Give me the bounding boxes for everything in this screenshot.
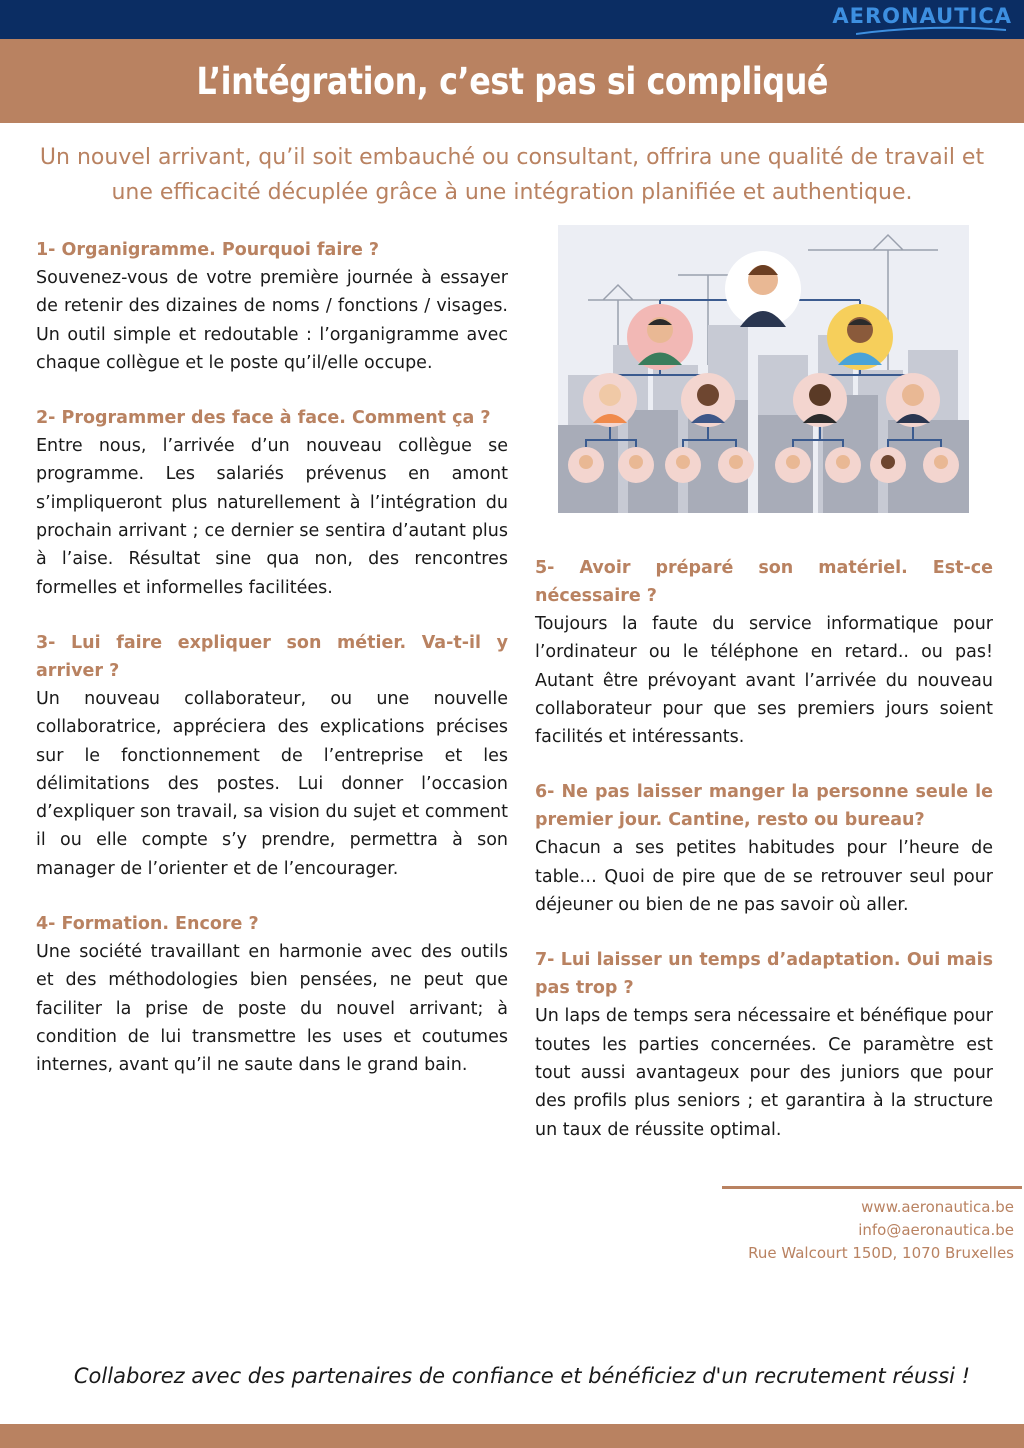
website-link[interactable]: www.aeronautica.be <box>861 1198 1014 1216</box>
section-1 <box>36 236 508 377</box>
right-column <box>535 554 993 1171</box>
section-body: Toujours la faute du service informatique pour l’ordinateur ou le téléphone en retard.. ou pas! Autant être prévoyant avant l’arrivée du nouveau collaborateur pour que ses premiers jours soient facilités et intéressants. <box>535 614 993 748</box>
top-bar <box>0 0 1024 39</box>
section-heading: 3- Lui faire expliquer son métier. Va-t-il y arriver ? <box>36 632 508 681</box>
section-heading: 4- Formation. Encore ? <box>36 914 259 935</box>
section-body: Une société travaillant en harmonie avec des outils et des méthodologies bien pensées, ne peut que faciliter la prise de poste du nouvel arrivant; à condition de lui transmettre les uses et coutumes internes, avant qu’il ne saute dans le grand bain. <box>36 942 508 1076</box>
email-link[interactable]: info@aeronautica.be <box>858 1221 1014 1239</box>
org-chart-illustration <box>558 225 969 513</box>
tagline: Collaborez avec des partenaires de confiance et bénéficiez d'un recrutement réussi ! <box>73 1364 971 1388</box>
logo-swoosh-icon <box>856 26 1006 36</box>
title-banner <box>0 39 1024 123</box>
section-body: Un laps de temps sera nécessaire et bénéfique pour toutes les parties concernées. Ce paramètre est tout aussi avantageux pour des juniors que pour des profils plus seniors ; et garantira à la structure un taux de réussite optimal. <box>535 1006 993 1140</box>
section-5 <box>535 554 993 751</box>
avatar-ceo <box>725 251 801 327</box>
section-heading: 6- Ne pas laisser manger la personne seule le premier jour. Cantine, resto ou bureau? <box>535 782 993 831</box>
section-body: Un nouveau collaborateur, ou une nouvelle collaboratrice, appréciera des explications précises sur le fonctionnement de l’entreprise et les délimitations des postes. Lui donner l’occasion d’expliquer son travail, sa vision du sujet et comment il ou elle compte s’y prendre, permettra à son manager de l’orienter et de l’encourager. <box>36 688 508 879</box>
section-heading: 2- Programmer des face à face. Comment ça ? <box>36 408 491 429</box>
section-heading: 7- Lui laisser un temps d’adaptation. Oui mais pas trop ? <box>535 950 993 999</box>
page-title: L’intégration, c’est pas si compliqué <box>196 59 828 103</box>
intro-text: Un nouvel arrivant, qu’il soit embauché ou consultant, offrira une qualité de travail et une efficacité décuplée grâce à une intégration planifiée et authentique. <box>39 145 985 205</box>
address-text: Rue Walcourt 150D, 1070 Bruxelles <box>748 1244 1014 1262</box>
contact-block <box>748 1196 1014 1265</box>
section-6 <box>535 778 993 919</box>
section-heading: 1- Organigramme. Pourquoi faire ? <box>36 240 380 260</box>
section-heading: 5- Avoir préparé son matériel. Est-ce nécessaire ? <box>535 558 993 606</box>
section-2 <box>36 404 508 602</box>
section-body: Entre nous, l’arrivée d’un nouveau collègue se programme. Les salariés prévenus en amont s’impliqueront plus naturellement à l’intégration du prochain arrivant ; ce dernier se sentira d’autant plus à l’aise. Résultat sine qua non, des rencontres formelles et informelles facilitées. <box>36 436 508 598</box>
section-body: Chacun a ses petites habitudes pour l’heure de table… Quoi de pire que de se retrouver seul pour déjeuner ou bien de ne pas savoir où aller. <box>535 838 993 916</box>
brand-logo: AERONAUTICA <box>832 4 1012 28</box>
left-column <box>36 236 508 1107</box>
section-4 <box>36 910 508 1079</box>
footer-divider <box>722 1186 1022 1189</box>
section-3 <box>36 629 508 883</box>
bottom-bar <box>0 1424 1024 1448</box>
section-body: Souvenez-vous de votre première journée à essayer de retenir des dizaines de noms / fonctions / visages. Un outil simple et redoutable : l’organigramme avec chaque collègue et le poste qu’il/elle occupe. <box>36 268 508 373</box>
section-7 <box>535 946 993 1143</box>
